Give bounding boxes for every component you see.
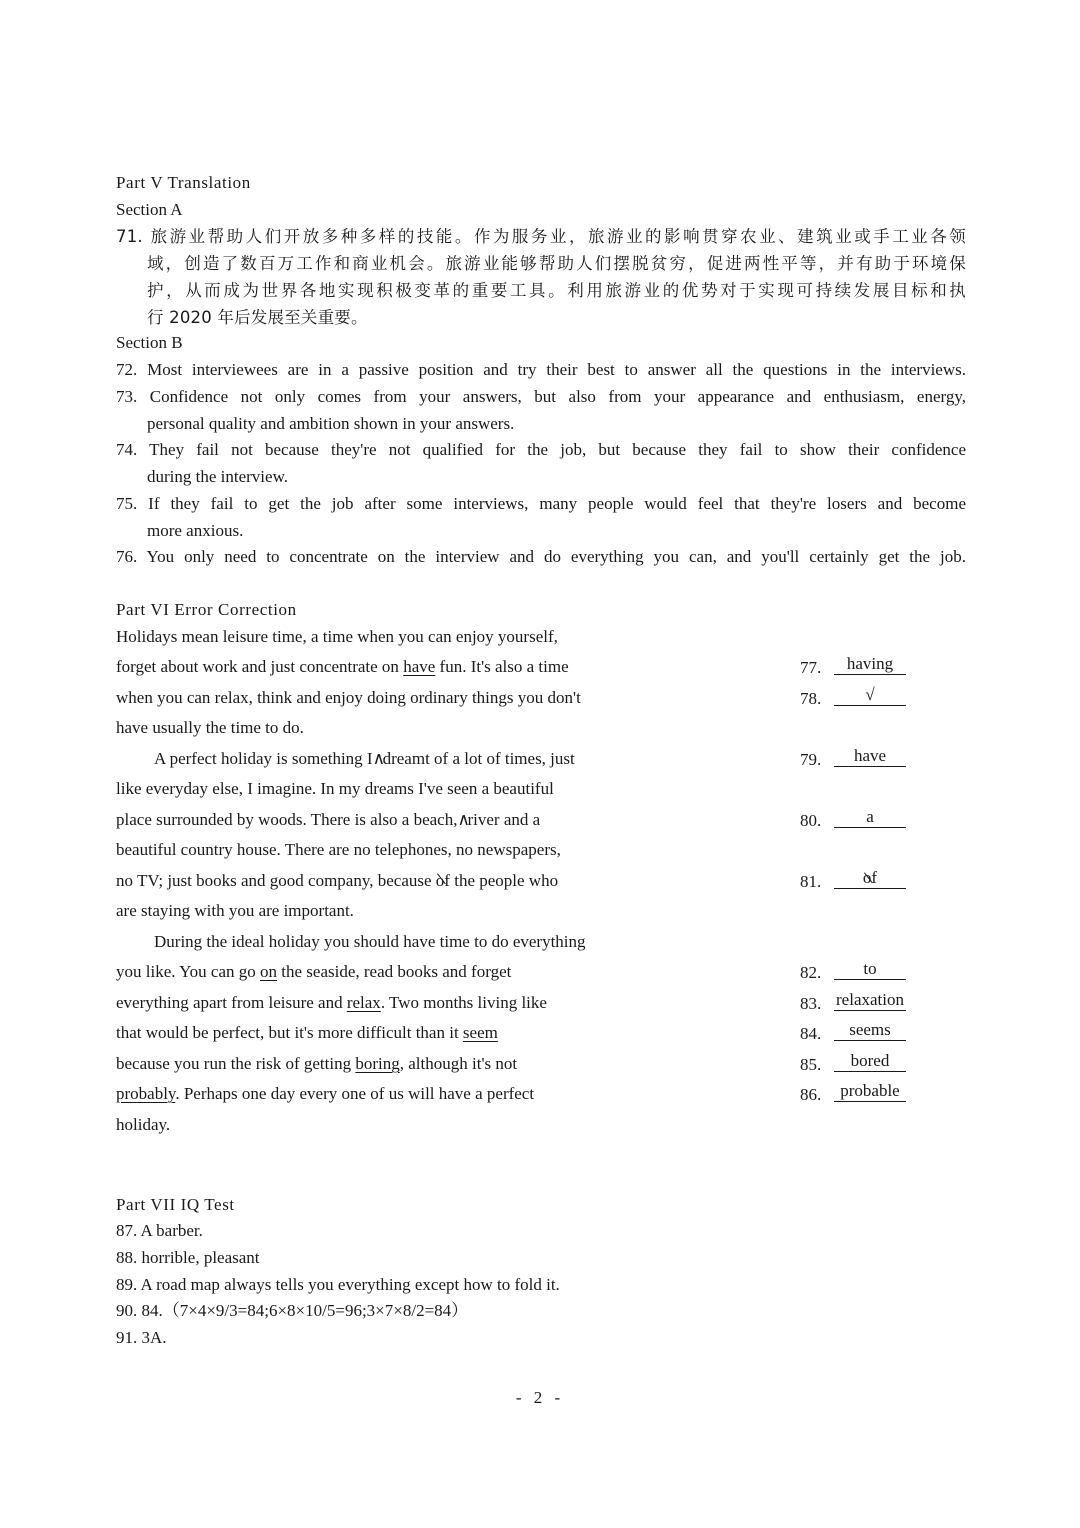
passage-line: like everyday else, I imagine. In my dreams I've seen a beautiful bbox=[116, 779, 554, 798]
answer-82: 82. to bbox=[800, 960, 910, 982]
q73-line: 73. Confidence not only comes from your answers, but also from your appearance and enthusiasm, energy, bbox=[116, 387, 966, 406]
answer-84: 84. seems bbox=[800, 1021, 910, 1043]
q72-line: 72. Most interviewees are in a passive position and try their best to answer all the questions in the interviews. bbox=[116, 360, 966, 379]
q76-line: 76. You only need to concentrate on the interview and do everything you can, and you'll certainly get the job. bbox=[116, 547, 966, 566]
q74-line: 74. They fail not because they're not qualified for the job, but because they fail to show their confidence bbox=[116, 440, 966, 459]
passage-line: you like. You can go on the seaside, read books and forget bbox=[116, 962, 512, 981]
passage-line: Holidays mean leisure time, a time when you can enjoy yourself, bbox=[116, 627, 558, 646]
q90-answer: 90. 84.（7×4×9/3=84;6×8×10/5=96;3×7×8/2=84） bbox=[116, 1301, 469, 1320]
section-b-heading: Section B bbox=[116, 333, 183, 352]
deleted-word: of bbox=[435, 871, 450, 890]
q75-line: more anxious. bbox=[147, 521, 244, 540]
part7-heading: Part VII IQ Test bbox=[116, 1195, 235, 1214]
q74-answer bbox=[116, 436, 966, 490]
q73-line: personal quality and ambition shown in your answers. bbox=[147, 414, 515, 433]
error-word: have bbox=[403, 657, 436, 676]
passage-line: have usually the time to do. bbox=[116, 718, 304, 737]
passage-line: forget about work and just concentrate on have fun. It's also a time bbox=[116, 657, 569, 676]
answer-86: 86. probable bbox=[800, 1082, 910, 1104]
answer-83: 83. relaxation bbox=[800, 991, 910, 1013]
passage-line: no TV; just books and good company, because of the people who bbox=[116, 871, 559, 890]
answer-85: 85. bored bbox=[800, 1052, 910, 1074]
q71-line: 护，从而成为世界各地实现积极变革的重要工具。利用旅游业的优势对于实现可持续发展目标和执 bbox=[147, 281, 966, 300]
passage-line: probably. Perhaps one day every one of us will have a perfect bbox=[116, 1084, 535, 1103]
part5-heading: Part V Translation bbox=[116, 173, 251, 192]
answer-78: 78. √ bbox=[800, 686, 910, 708]
answer-77: 77. having bbox=[800, 655, 910, 677]
passage-line: are staying with you are important. bbox=[116, 901, 354, 920]
q71-translation bbox=[116, 223, 966, 331]
insert-caret: ∧ bbox=[457, 810, 470, 829]
answer-80: 80. a bbox=[800, 808, 910, 830]
answer-81: 81. of bbox=[800, 869, 910, 891]
check-mark: √ bbox=[834, 686, 906, 706]
q74-line: during the interview. bbox=[147, 467, 288, 486]
answer-79: 79. have bbox=[800, 747, 910, 769]
part6-heading: Part VI Error Correction bbox=[116, 600, 297, 619]
page-number: - 2 - bbox=[515, 1388, 565, 1407]
q73-answer bbox=[116, 383, 966, 437]
error-word: probably bbox=[116, 1084, 176, 1103]
deleted-word: of bbox=[862, 868, 878, 887]
passage-line: that would be perfect, but it's more difficult than it seem bbox=[116, 1023, 498, 1042]
q75-line: 75. If they fail to get the job after some interviews, many people would feel that they're losers and become bbox=[116, 494, 966, 513]
q71-line: 行 2020 年后发展至关重要。 bbox=[147, 308, 368, 327]
error-word: seem bbox=[462, 1023, 498, 1042]
passage-line: beautiful country house. There are no telephones, no newspapers, bbox=[116, 840, 561, 859]
passage-line: place surrounded by woods. There is also a beach,∧river and a bbox=[116, 810, 541, 829]
section-a-heading: Section A bbox=[116, 200, 183, 219]
q88-answer: 88. horrible, pleasant bbox=[116, 1248, 260, 1267]
q75-answer bbox=[116, 490, 966, 544]
q76-answer bbox=[116, 543, 966, 570]
error-word: on bbox=[260, 962, 278, 981]
q71-line: 域，创造了数百万工作和商业机会。旅游业能够帮助人们摆脱贫穷，促进两性平等，并有助于环境保 bbox=[147, 254, 966, 273]
q72-answer bbox=[116, 356, 966, 383]
q71-line: 71. 旅游业帮助人们开放多种多样的技能。作为服务业，旅游业的影响贯穿农业、建筑业或手工业各领 bbox=[116, 227, 966, 246]
error-word: relax bbox=[346, 993, 381, 1012]
passage-line: During the ideal holiday you should have time to do everything bbox=[154, 932, 586, 951]
passage-line: holiday. bbox=[116, 1115, 171, 1134]
q91-answer: 91. 3A. bbox=[116, 1328, 167, 1347]
passage-line: everything apart from leisure and relax. Two months living like bbox=[116, 993, 547, 1012]
passage-line: when you can relax, think and enjoy doing ordinary things you don't bbox=[116, 688, 581, 707]
passage-line: A perfect holiday is something I∧dreamt of a lot of times, just bbox=[154, 749, 575, 768]
error-word: boring bbox=[355, 1054, 400, 1073]
passage-line: because you run the risk of getting boring, although it's not bbox=[116, 1054, 518, 1073]
q87-answer: 87. A barber. bbox=[116, 1221, 203, 1240]
insert-caret: ∧ bbox=[372, 749, 386, 768]
q89-answer: 89. A road map always tells you everything except how to fold it. bbox=[116, 1275, 560, 1294]
